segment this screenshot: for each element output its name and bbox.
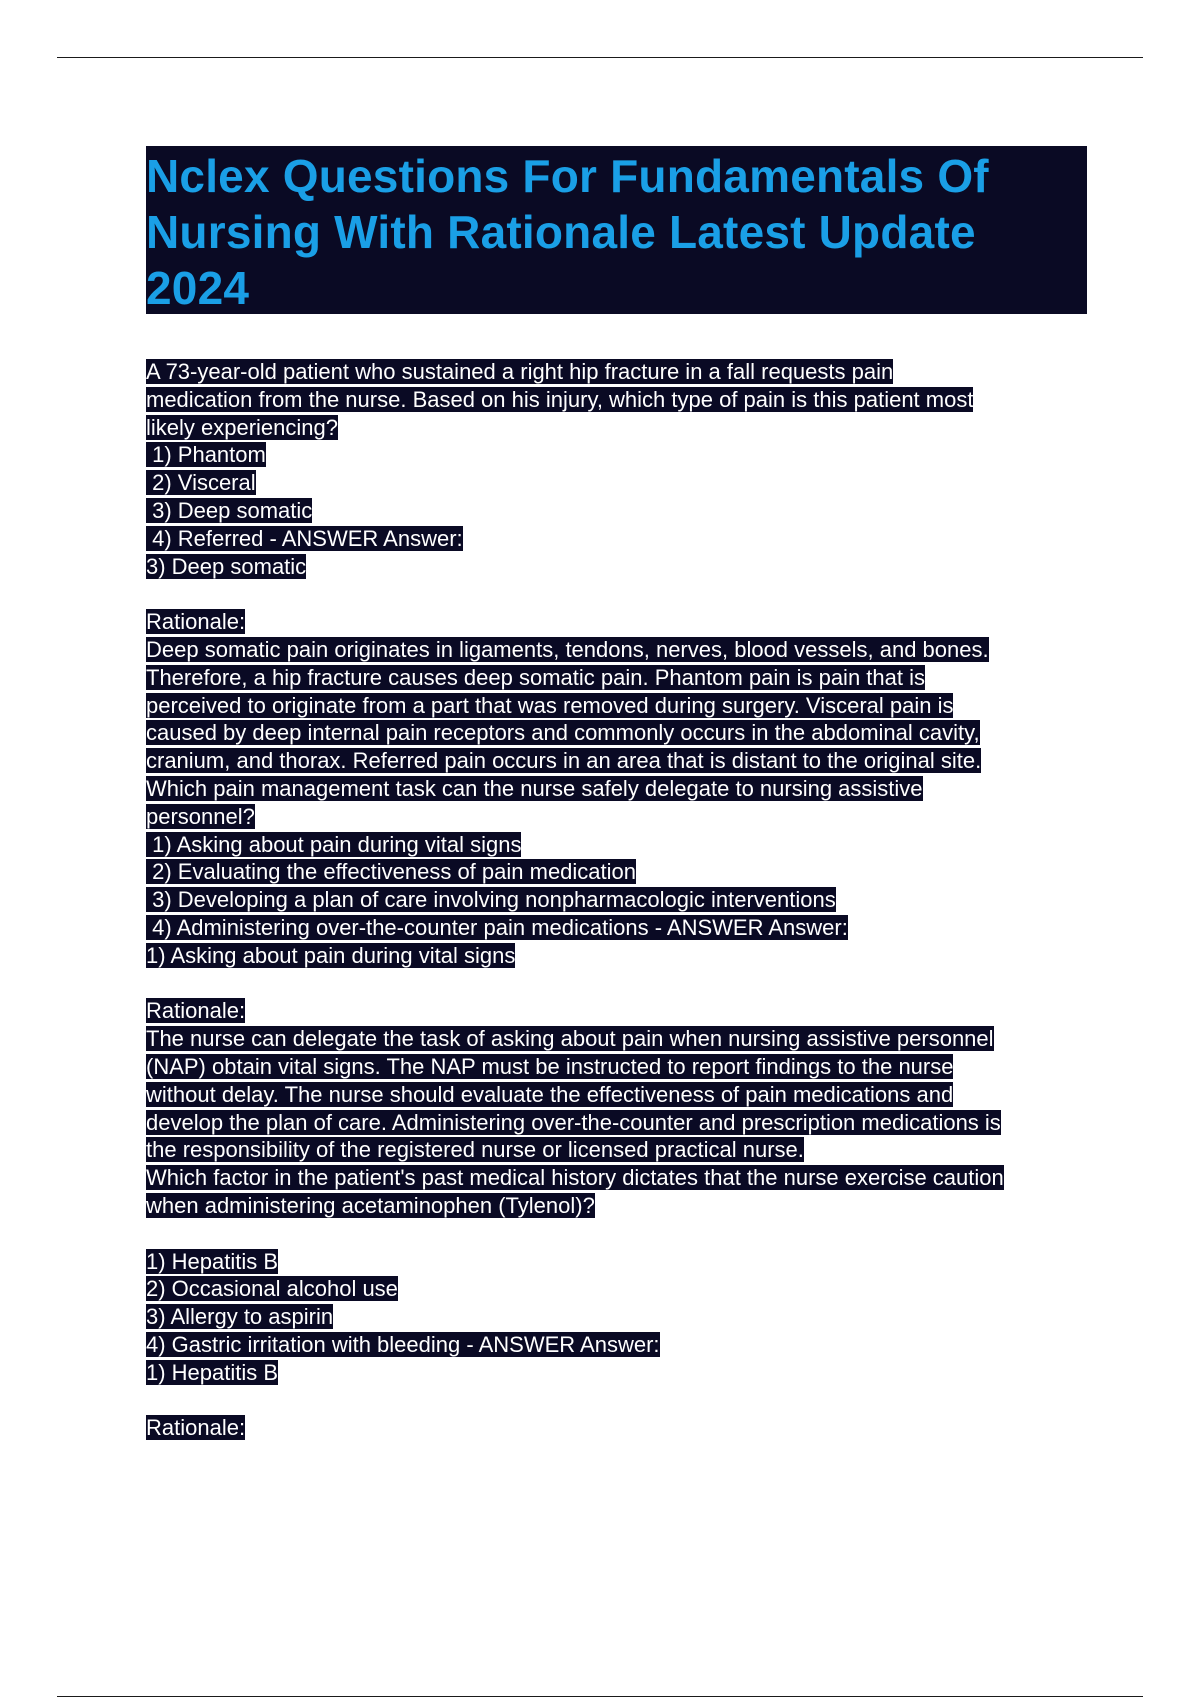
text-line: [146, 441, 1106, 469]
highlighted-text: without delay. The nurse should evaluate the effectiveness of pain medications and: [146, 1081, 954, 1107]
text-line: [146, 636, 1106, 664]
text-line: [146, 775, 1106, 803]
top-rule: [57, 57, 1143, 58]
highlighted-text: 3) Deep somatic: [146, 553, 307, 579]
highlighted-text: 4) Gastric irritation with bleeding - ANSWER Answer:: [146, 1331, 660, 1357]
blank-line: [146, 970, 1106, 998]
highlighted-text: 1) Phantom: [146, 442, 266, 468]
title-banner: [146, 146, 1087, 314]
highlighted-text: 1) Asking about pain during vital signs: [146, 831, 522, 857]
highlighted-text: 3) Deep somatic: [146, 497, 313, 523]
highlighted-text: Rationale:: [146, 1415, 246, 1441]
text-line: [146, 608, 1106, 636]
text-line: [146, 1164, 1106, 1192]
text-line: [146, 1414, 1106, 1442]
highlighted-text: 2) Evaluating the effectiveness of pain medication: [146, 859, 637, 885]
text-line: [146, 1275, 1106, 1303]
highlighted-text: 1) Asking about pain during vital signs: [146, 942, 516, 968]
highlighted-text: personnel?: [146, 803, 255, 829]
text-line: [146, 664, 1106, 692]
highlighted-text: when administering acetaminophen (Tylenol)?: [146, 1192, 595, 1218]
text-line: [146, 886, 1106, 914]
blank-line: [146, 1386, 1106, 1414]
text-line: [146, 1053, 1106, 1081]
document-body: [146, 358, 1106, 1442]
highlighted-text: The nurse can delegate the task of asking about pain when nursing assistive personnel: [146, 1026, 994, 1052]
text-line: [146, 1136, 1106, 1164]
text-line: [146, 1109, 1106, 1137]
text-line: [146, 1248, 1106, 1276]
text-line: [146, 719, 1106, 747]
text-line: [146, 692, 1106, 720]
document-title: Nclex Questions For Fundamentals Of Nursing With Rationale Latest Update 2024: [146, 150, 989, 314]
highlighted-text: cranium, and thorax. Referred pain occurs in an area that is distant to the original site.: [146, 748, 982, 774]
text-line: [146, 525, 1106, 553]
highlighted-text: perceived to originate from a part that was removed during surgery. Visceral pain is: [146, 692, 954, 718]
highlighted-text: Which pain management task can the nurse safely delegate to nursing assistive: [146, 775, 923, 801]
text-line: [146, 747, 1106, 775]
blank-line: [146, 580, 1106, 608]
highlighted-text: 1) Hepatitis B: [146, 1248, 279, 1274]
highlighted-text: (NAP) obtain vital signs. The NAP must be instructed to report findings to the nurse: [146, 1053, 954, 1079]
highlighted-text: 2) Visceral: [146, 470, 256, 496]
highlighted-text: 1) Hepatitis B: [146, 1359, 279, 1385]
text-line: [146, 1359, 1106, 1387]
text-line: [146, 358, 1106, 386]
highlighted-text: A 73-year-old patient who sustained a right hip fracture in a fall requests pain: [146, 359, 894, 384]
text-line: [146, 1331, 1106, 1359]
text-line: [146, 553, 1106, 581]
highlighted-text: medication from the nurse. Based on his injury, which type of pain is this patient most: [146, 386, 974, 412]
highlighted-text: the responsibility of the registered nurse or licensed practical nurse.: [146, 1137, 804, 1163]
text-line: [146, 1081, 1106, 1109]
text-line: [146, 831, 1106, 859]
highlighted-text: Rationale:: [146, 609, 246, 635]
highlighted-text: 4) Administering over-the-counter pain medications - ANSWER Answer:: [146, 914, 848, 940]
bottom-rule: [57, 1696, 1143, 1697]
blank-line: [146, 1220, 1106, 1248]
highlighted-text: Which factor in the patient's past medical history dictates that the nurse exercise caution: [146, 1165, 1004, 1191]
text-line: [146, 414, 1106, 442]
highlighted-text: 2) Occasional alcohol use: [146, 1276, 398, 1302]
highlighted-text: Deep somatic pain originates in ligaments, tendons, nerves, blood vessels, and bones.: [146, 636, 989, 662]
highlighted-text: Therefore, a hip fracture causes deep somatic pain. Phantom pain is pain that is: [146, 664, 925, 690]
text-line: [146, 997, 1106, 1025]
highlighted-text: caused by deep internal pain receptors and commonly occurs in the abdominal cavity,: [146, 720, 980, 746]
highlighted-text: develop the plan of care. Administering over-the-counter and prescription medications is: [146, 1109, 1001, 1135]
text-line: [146, 803, 1106, 831]
text-line: [146, 497, 1106, 525]
text-line: [146, 942, 1106, 970]
text-line: [146, 386, 1106, 414]
highlighted-text: 3) Allergy to aspirin: [146, 1304, 334, 1330]
text-line: [146, 469, 1106, 497]
highlighted-text: likely experiencing?: [146, 414, 338, 440]
highlighted-text: 4) Referred - ANSWER Answer:: [146, 525, 463, 551]
highlighted-text: 3) Developing a plan of care involving nonpharmacologic interventions: [146, 887, 836, 913]
highlighted-text: Rationale:: [146, 998, 246, 1024]
text-line: [146, 1303, 1106, 1331]
text-line: [146, 858, 1106, 886]
text-line: [146, 914, 1106, 942]
text-line: [146, 1025, 1106, 1053]
text-line: [146, 1192, 1106, 1220]
